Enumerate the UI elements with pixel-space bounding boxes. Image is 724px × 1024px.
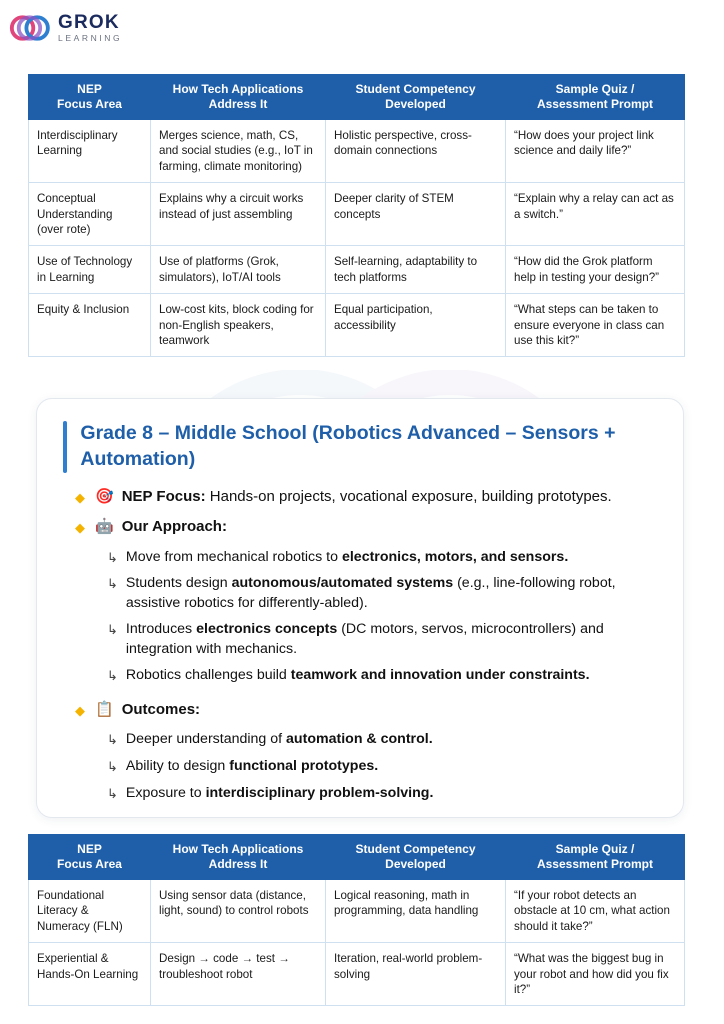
card-title: Grade 8 – Middle School (Robotics Advanced – Sensors + Automation) xyxy=(80,422,616,470)
clipboard-icon: 📋 xyxy=(95,701,114,719)
column-header-focus-area: NEP Focus Area xyxy=(29,835,151,880)
column-header-competency: Student Competency Developed xyxy=(326,835,506,880)
table-cell: Experiential & Hands-On Learning xyxy=(29,943,151,1006)
approach-label: Our Approach: xyxy=(121,518,227,536)
approach-item xyxy=(107,620,657,659)
table-cell: “How does your project link science and daily life?” xyxy=(506,120,685,183)
logo-subtitle: LEARNING xyxy=(58,33,123,44)
arrow-icon: ↳ xyxy=(107,785,118,801)
table-cell: Holistic perspective, cross-domain connections xyxy=(326,120,506,183)
table-cell: “How did the Grok platform help in testing your design?” xyxy=(506,246,685,294)
logo-title: GROK xyxy=(58,12,120,34)
table-row xyxy=(29,943,685,1006)
table-cell: Merges science, math, CS, and social studies (e.g., IoT in farming, climate monitoring) xyxy=(151,120,326,183)
diamond-bullet-icon: ◆ xyxy=(75,703,85,719)
nep-table-top xyxy=(28,74,685,357)
outcome-item xyxy=(107,730,657,750)
table-cell: Deeper clarity of STEM concepts xyxy=(326,183,506,246)
table-cell: Self-learning, adaptability to tech platforms xyxy=(326,246,506,294)
arrow-icon: ↳ xyxy=(107,758,118,774)
table-row xyxy=(29,880,685,943)
approach-item-text: Students design autonomous/automated systems (e.g., line-following robot, assistive robotics for differently-abled). xyxy=(125,575,616,611)
table-cell: Using sensor data (distance, light, sound) to control robots xyxy=(151,880,326,943)
column-header-focus-area: NEP Focus Area xyxy=(29,75,151,120)
grok-infinity-icon xyxy=(8,11,54,45)
arrow-icon: ↳ xyxy=(107,576,118,592)
table-cell: Explains why a circuit works instead of just assembling xyxy=(151,183,326,246)
diamond-bullet-icon: ◆ xyxy=(75,520,85,536)
approach-item xyxy=(107,574,657,613)
approach-item-text: Introduces electronics concepts (DC motors, servos, microcontrollers) and integration with mechanics. xyxy=(125,621,604,657)
approach-item-text: Move from mechanical robotics to electronics, motors, and sensors. xyxy=(125,548,569,565)
table-cell: “What steps can be taken to ensure everyone in class can use this kit?” xyxy=(506,294,685,357)
table-cell: Design → code → test → troubleshoot robot xyxy=(151,943,326,1006)
table-row xyxy=(29,120,685,183)
outcomes-row xyxy=(75,700,657,720)
table-cell: Iteration, real-world problem-solving xyxy=(326,943,506,1006)
column-header-quiz-prompt: Sample Quiz / Assessment Prompt xyxy=(506,835,685,880)
nep-focus-label: NEP Focus: xyxy=(121,488,206,505)
nep-table-bottom xyxy=(28,834,685,1006)
table-cell: “If your robot detects an obstacle at 10 cm, what action should it take?” xyxy=(506,880,685,943)
table-header-row xyxy=(29,835,685,880)
brand-logo xyxy=(0,0,150,56)
table-cell: Conceptual Understanding (over rote) xyxy=(29,183,151,246)
table-cell: Logical reasoning, math in programming, data handling xyxy=(326,880,506,943)
outcomes-label: Outcomes: xyxy=(121,701,201,719)
table-cell: Foundational Literacy & Numeracy (FLN) xyxy=(29,880,151,943)
arrow-icon: ↳ xyxy=(107,549,118,565)
outcome-item xyxy=(107,757,657,777)
accent-bar xyxy=(63,421,67,473)
table-cell: Equity & Inclusion xyxy=(29,294,151,357)
outcome-item-text: Deeper understanding of automation & control. xyxy=(125,731,433,748)
grade-highlight-card xyxy=(36,398,684,818)
approach-item xyxy=(107,548,657,568)
column-header-competency: Student Competency Developed xyxy=(326,75,506,120)
diamond-bullet-icon: ◆ xyxy=(75,490,85,505)
arrow-icon: ↳ xyxy=(107,668,118,684)
table-row xyxy=(29,246,685,294)
table-cell: Equal participation, accessibility xyxy=(326,294,506,357)
table-cell: “What was the biggest bug in your robot and how did you fix it?” xyxy=(506,943,685,1006)
outcome-item-text: Ability to design functional prototypes. xyxy=(125,757,379,774)
approach-item-text: Robotics challenges build teamwork and innovation under constraints. xyxy=(125,667,590,684)
table-row xyxy=(29,183,685,246)
table-row xyxy=(29,294,685,357)
column-header-tech-applications: How Tech Applications Address It xyxy=(151,835,326,880)
nep-focus-text xyxy=(122,487,612,507)
outcome-item-text: Exposure to interdisciplinary problem-solving. xyxy=(125,784,434,801)
approach-item xyxy=(107,666,657,686)
table-header-row xyxy=(29,75,685,120)
card-title-wrap xyxy=(63,421,657,473)
nep-focus-row xyxy=(75,487,657,507)
column-header-tech-applications: How Tech Applications Address It xyxy=(151,75,326,120)
outcome-item xyxy=(107,784,657,804)
table-cell: “Explain why a relay can act as a switch.” xyxy=(506,183,685,246)
table-cell: Low-cost kits, block coding for non-English speakers, teamwork xyxy=(151,294,326,357)
column-header-quiz-prompt: Sample Quiz / Assessment Prompt xyxy=(506,75,685,120)
robot-icon: 🤖 xyxy=(95,518,114,536)
arrow-icon: ↳ xyxy=(107,622,118,638)
table-cell: Use of platforms (Grok, simulators), IoT/AI tools xyxy=(151,246,326,294)
target-icon: 🎯 xyxy=(95,488,114,505)
table-cell: Interdisciplinary Learning xyxy=(29,120,151,183)
arrow-icon: ↳ xyxy=(107,732,118,748)
table-cell: Use of Technology in Learning xyxy=(29,246,151,294)
nep-focus-value: Hands-on projects, vocational exposure, building prototypes. xyxy=(209,488,612,505)
approach-row xyxy=(75,517,657,537)
